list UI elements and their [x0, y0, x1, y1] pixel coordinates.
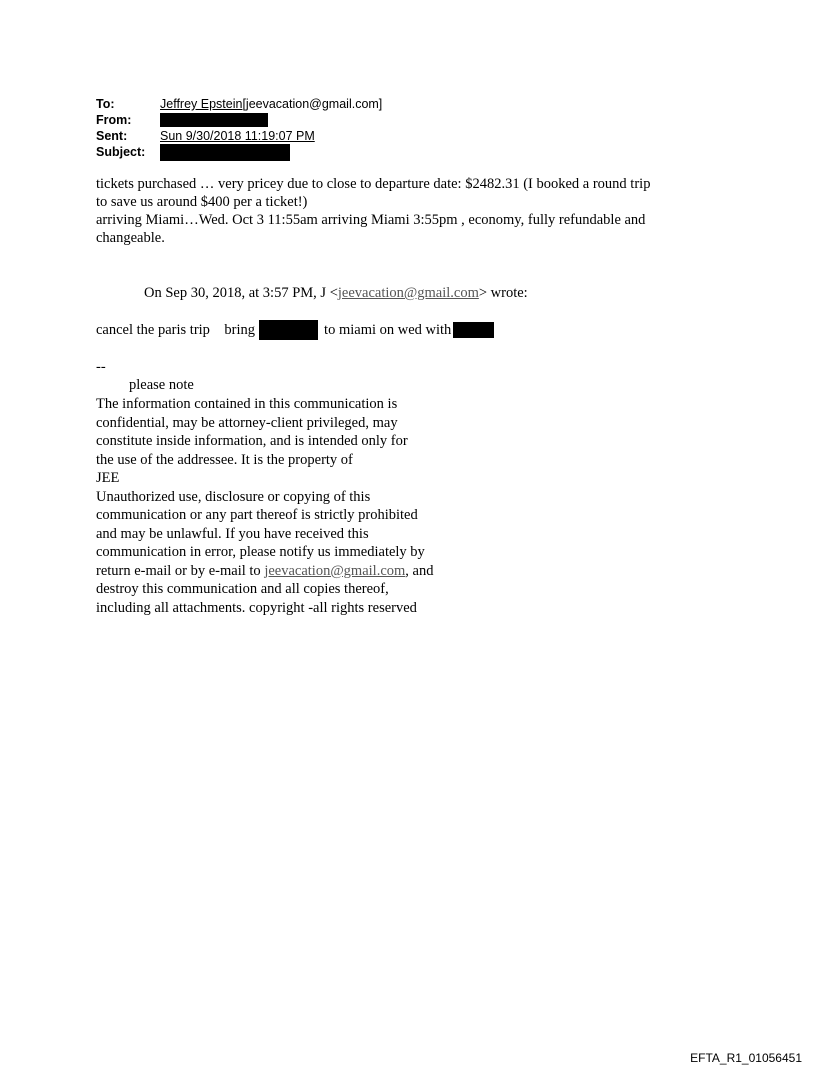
name-redaction — [453, 322, 494, 338]
quote-prefix: On Sep 30, 2018, at 3:57 PM, J < — [144, 285, 338, 301]
signature-dashes: -- — [96, 359, 106, 375]
subject-redaction — [160, 144, 290, 161]
disclaimer-line: confidential, may be attorney-client privileged, may — [96, 414, 398, 431]
body-line: arriving Miami…Wed. Oct 3 11:55am arriving Miami 3:55pm , economy, fully refundable and — [96, 212, 646, 228]
disclaimer-line: including all attachments. copyright -all rights reserved — [96, 599, 417, 616]
sent-row — [96, 128, 382, 144]
return-prefix: return e-mail or by e-mail to — [96, 562, 265, 579]
from-redaction — [160, 113, 268, 127]
quote-attribution — [144, 284, 528, 302]
disclaimer-line: communication in error, please notify us immediately by — [96, 544, 425, 560]
from-label: From: — [96, 113, 132, 127]
to-value — [160, 96, 382, 112]
quote-email-link[interactable]: jeevacation@gmail.com — [337, 285, 479, 301]
to-label: To: — [96, 97, 115, 111]
quoted-part1: cancel the paris trip bring — [96, 322, 256, 338]
body-line: changeable. — [96, 230, 165, 246]
return-suffix: , and — [405, 562, 434, 579]
disclaimer-line: JEE — [96, 470, 120, 486]
signature-note: please note — [129, 377, 194, 393]
name-redaction — [259, 320, 318, 340]
disclaimer-line: Unauthorized use, disclosure or copying of this — [96, 488, 371, 505]
disclaimer-line: The information contained in this communication is — [96, 396, 398, 412]
disclaimer-line: destroy this communication and all copies thereof, — [96, 581, 389, 597]
quoted-message — [96, 320, 494, 340]
sent-label: Sent: — [96, 129, 128, 143]
disclaimer-line: and may be unlawful. If you have received this — [96, 525, 369, 542]
disclaimer-line: constitute inside information, and is intended only for — [96, 433, 408, 449]
disclaimer-line — [96, 562, 433, 581]
document-id: EFTA_R1_01056451 — [690, 1051, 802, 1065]
to-row — [96, 96, 382, 112]
disclaimer — [96, 395, 433, 617]
body-line: tickets purchased … very pricey due to close to departure date: $2482.31 (I booked a round trip — [96, 176, 651, 192]
return-email-link[interactable]: jeevacation@gmail.com — [264, 562, 406, 579]
disclaimer-line: the use of the addressee. It is the property of — [96, 451, 353, 468]
subject-row — [96, 144, 382, 160]
to-address: [jeevacation@gmail.com] — [242, 97, 383, 111]
quote-suffix: > wrote: — [478, 285, 528, 301]
subject-label: Subject: — [96, 145, 146, 159]
to-name: Jeffrey Epstein — [160, 97, 243, 111]
disclaimer-line: communication or any part thereof is strictly prohibited — [96, 507, 418, 523]
email-header — [96, 96, 382, 160]
sent-value: Sun 9/30/2018 11:19:07 PM — [160, 129, 315, 143]
from-row — [96, 112, 382, 128]
message-body — [96, 175, 650, 247]
body-line: to save us around $400 per a ticket!) — [96, 194, 308, 210]
quoted-part2: to miami on wed with — [324, 322, 452, 338]
